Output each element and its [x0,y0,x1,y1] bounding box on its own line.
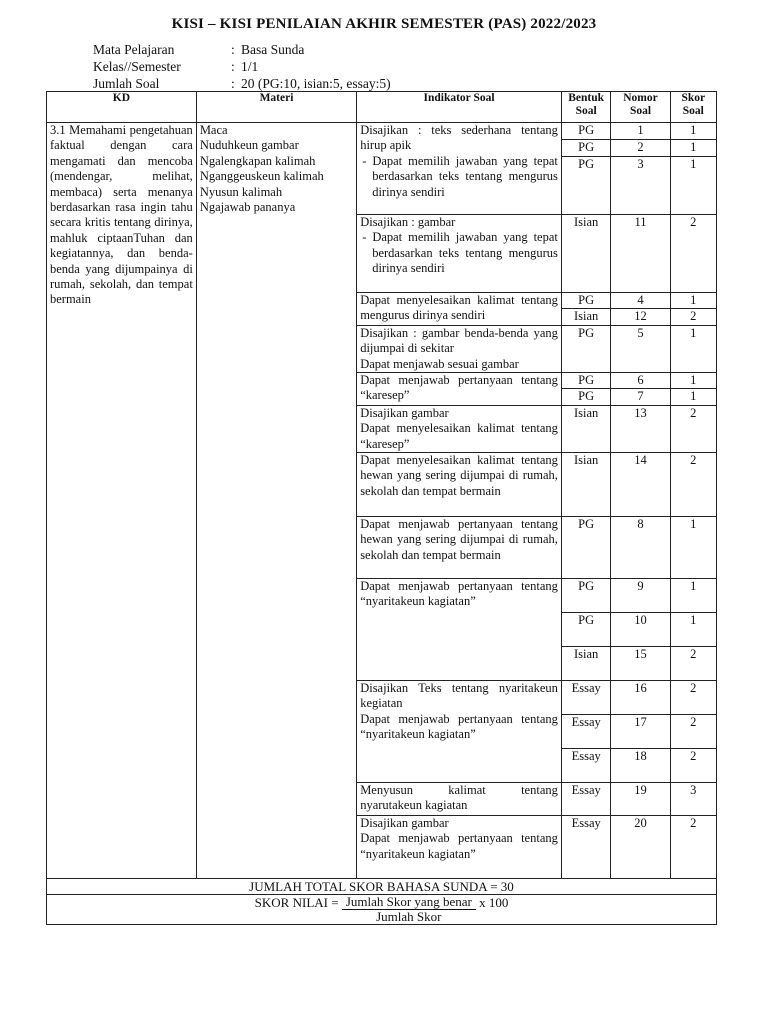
bentuk-cell: Isian [561,215,611,293]
indicator-cell [357,517,562,579]
bentuk-cell: Isian [561,453,611,517]
bentuk-cell: PG [561,613,611,647]
bentuk-cell: PG [561,579,611,613]
skor-cell: 1 [670,140,716,157]
bentuk-cell: PG [561,325,611,372]
indicator-line: Dapat menyelesaikan kalimat tentang mengurus dirinya sendiri [360,293,558,323]
skor-cell: 3 [670,783,716,816]
indicator-line: Disajikan gambar [360,405,449,420]
indicator-line: Dapat menyelesaikan kalimat tentang hewan yang sering dijumpai di rumah, sekolah dan tempat bermain [360,453,558,498]
bentuk-cell: Isian [561,309,611,325]
skor-cell: 1 [670,517,716,579]
meta-label: Kelas//Semester [93,59,181,74]
kd-cell: 3.1 Memahami pengetahuan faktual dengan cara mengamati dan mencoba (mendengar, melihat, membaca) serta menanya berdasarkan rasa ingin tahu secara kritis tentang dirinya, mahluk ciptaanTuhan dan kegiatannya, dan benda-benda yang dijumpainya di rumah, sekolah, dan tempat bermain [47,123,197,879]
indicator-line: Disajikan gambar [360,816,449,831]
score-formula-row [47,895,717,925]
document-title: KISI – KISI PENILAIAN AKHIR SEMESTER (PAS) 2022/2023 [171,16,597,32]
skor-cell: 2 [670,405,716,452]
nomor-cell: 14 [611,453,670,517]
indicator-cell [357,325,562,372]
meta-label: Mata Pelajaran [93,42,175,57]
meta-value: 1/1 [241,59,259,74]
nomor-cell: 1 [611,123,670,140]
bentuk-cell: Essay [561,749,611,783]
nomor-cell: 10 [611,613,670,647]
nomor-cell: 7 [611,389,670,405]
indicator-cell [357,293,562,326]
meta-colon: : [231,76,235,91]
nomor-cell: 17 [611,715,670,749]
materi-item: Maca [199,123,228,137]
score-formula-cell [47,895,717,925]
bentuk-cell: Essay [561,681,611,715]
nomor-cell: 11 [611,215,670,293]
meta-colon: : [231,59,235,74]
score-denominator: Jumlah Skor [376,909,442,925]
nomor-cell: 4 [611,293,670,309]
header-kd: KD [47,92,197,123]
skor-cell: 1 [670,325,716,372]
score-numerator: Jumlah Skor yang benar [342,895,476,910]
skor-cell: 1 [670,613,716,647]
header-row [47,92,717,123]
meta-value: Basa Sunda [241,42,305,57]
indicator-line: Disajikan : gambar benda-benda yang dijumpai di sekitar [360,325,558,356]
indicator-bullet-text: Dapat memilih jawaban yang tepat berdasarkan teks tentang mengurus dirinya sendiri [372,153,558,199]
nomor-cell: 15 [611,647,670,681]
skor-cell: 1 [670,157,716,215]
total-row [47,879,717,895]
bentuk-cell: Essay [561,816,611,879]
indicator-line: Disajikan Teks tentang nyaritakeun kegiatan [360,681,558,711]
bentuk-cell: Isian [561,405,611,452]
header-bentuk: Bentuk Soal [561,92,611,123]
header-nomor: Nomor Soal [611,92,670,123]
total-score-text: JUMLAH TOTAL SKOR BAHASA SUNDA = 30 [47,879,717,895]
bentuk-cell: PG [561,373,611,389]
bentuk-cell: Essay [561,715,611,749]
nomor-cell: 13 [611,405,670,452]
materi-item: Ngajawab pananya [199,200,296,215]
bentuk-cell: Essay [561,783,611,816]
nomor-cell: 12 [611,309,670,325]
nomor-cell: 2 [611,140,670,157]
materi-item: Ngalengkapan kalimah [199,153,316,168]
bentuk-cell: PG [561,517,611,579]
meta-colon: : [231,42,235,57]
meta-label: Jumlah Soal [93,76,160,91]
header-materi: Materi [196,92,356,123]
bentuk-cell: Isian [561,647,611,681]
materi-item: Nyusun kalimah [199,184,283,199]
skor-cell: 1 [670,579,716,613]
nomor-cell: 9 [611,579,670,613]
indicator-cell [357,681,562,783]
materi-item: Nganggeuskeun kalimah [199,169,324,184]
nomor-cell: 16 [611,681,670,715]
materi-item: Nuduhkeun gambar [199,138,299,153]
nomor-cell: 5 [611,325,670,372]
kisi-table [46,91,717,925]
skor-cell: 2 [670,215,716,293]
indicator-line: Dapat menjawab pertanyaan tentang “nyaritakeun kagiatan” [360,711,558,742]
indicator-bullet: - Dapat memilih jawaban yang tepat berdasarkan teks tentang mengurus dirinya sendiri [362,230,558,276]
nomor-cell: 6 [611,373,670,389]
bentuk-cell: PG [561,293,611,309]
indicator-cell [357,405,562,452]
skor-cell: 2 [670,647,716,681]
header-indikator: Indikator Soal [357,92,562,123]
bentuk-cell: PG [561,123,611,140]
indicator-line: Dapat menjawab pertanyaan tentang “nyaritakeun kagiatan” [360,579,558,609]
indicator-cell [357,123,562,215]
materi-cell [196,123,356,879]
skor-cell: 1 [670,373,716,389]
skor-cell: 1 [670,389,716,405]
indicator-line: Dapat menjawab pertanyaan tentang hewan yang sering dijumpai di rumah, sekolah dan tempat bermain [360,517,558,562]
score-formula-label: SKOR NILAI = [254,895,339,911]
header-skor: Skor Soal [670,92,716,123]
table-row [47,123,717,140]
indicator-line: Disajikan : teks sederhana tentang hirup apik [360,123,558,153]
skor-cell: 1 [670,293,716,309]
indicator-line: Dapat menyelesaikan kalimat tentang “karesep” [360,421,558,451]
indicator-line: Dapat menjawab sesuai gambar [360,356,519,371]
indicator-cell [357,783,562,816]
indicator-line: Dapat menjawab pertanyaan tentang “nyaritakeun kagiatan” [360,831,558,861]
indicator-bullet: - Dapat memilih jawaban yang tepat berdasarkan teks tentang mengurus dirinya sendiri [362,153,558,199]
indicator-line: Menyusun kalimat tentang nyarutakeun kagiatan [360,783,558,813]
nomor-cell: 8 [611,517,670,579]
indicator-line: Dapat menjawab pertanyaan tentang “karesep” [360,373,558,403]
skor-cell: 2 [670,681,716,715]
indicator-line: Disajikan : gambar [360,215,456,229]
indicator-cell [357,816,562,879]
skor-cell: 1 [670,123,716,140]
nomor-cell: 19 [611,783,670,816]
score-multiplier: x 100 [479,895,509,911]
meta-value: 20 (PG:10, isian:5, essay:5) [241,76,391,91]
bentuk-cell: PG [561,157,611,215]
skor-cell: 2 [670,749,716,783]
nomor-cell: 20 [611,816,670,879]
indicator-cell [357,453,562,517]
skor-cell: 2 [670,453,716,517]
indicator-cell [357,373,562,406]
bentuk-cell: PG [561,389,611,405]
skor-cell: 2 [670,309,716,325]
indicator-bullet-text: Dapat memilih jawaban yang tepat berdasarkan teks tentang mengurus dirinya sendiri [372,230,558,276]
bentuk-cell: PG [561,140,611,157]
skor-cell: 2 [670,816,716,879]
nomor-cell: 18 [611,749,670,783]
indicator-cell [357,215,562,293]
indicator-cell [357,579,562,681]
score-fraction [342,895,476,924]
skor-cell: 2 [670,715,716,749]
nomor-cell: 3 [611,157,670,215]
